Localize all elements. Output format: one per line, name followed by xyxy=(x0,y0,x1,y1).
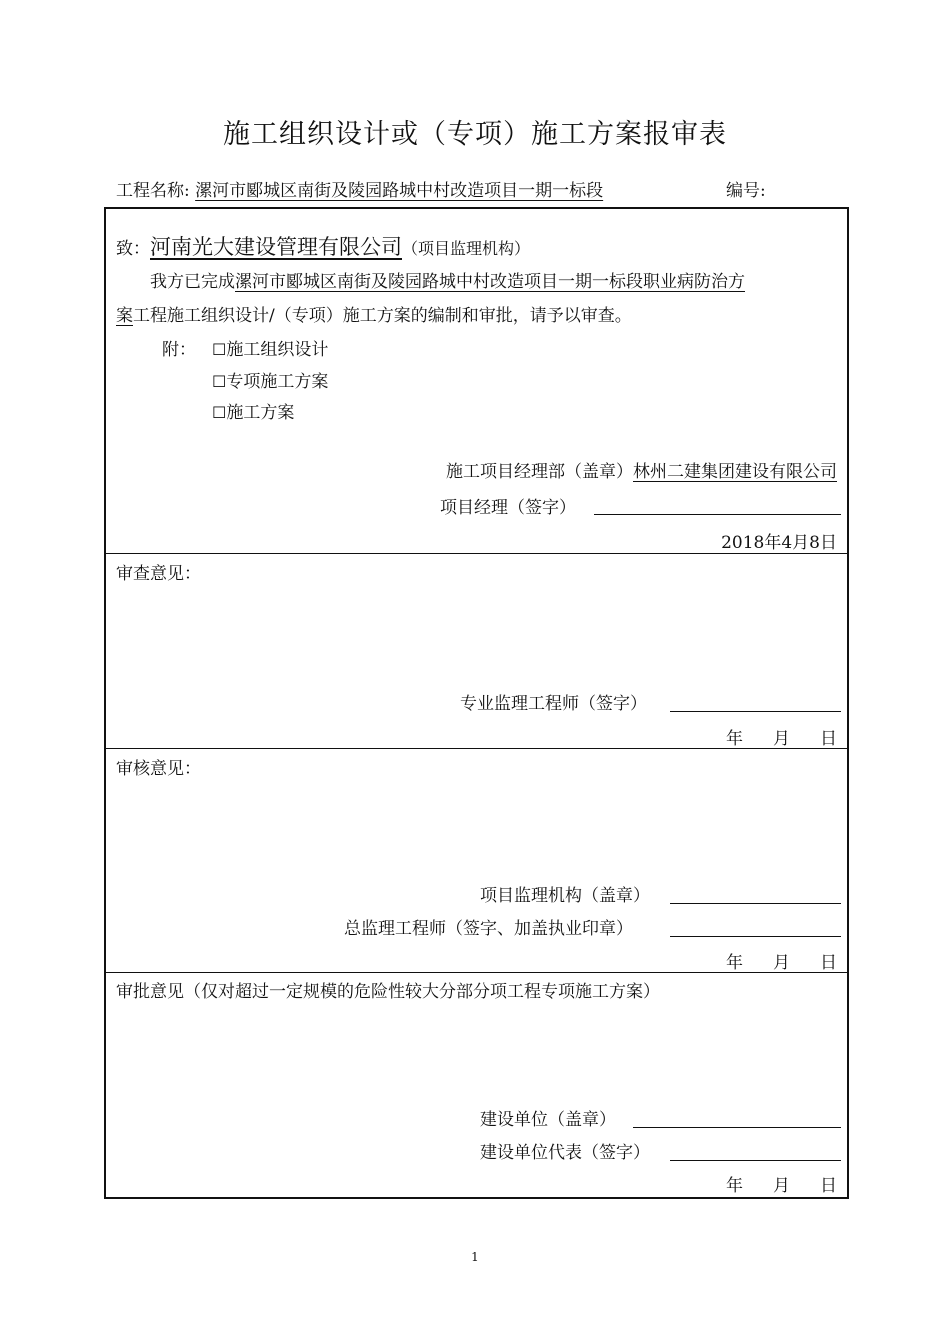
year-label: 年 xyxy=(726,953,743,973)
month-label: 月 xyxy=(773,729,790,749)
chief-engineer-signature-line[interactable] xyxy=(670,936,841,937)
attachment-text: 专项施工方案 xyxy=(226,372,329,392)
chief-engineer-label: 总监理工程师（签字、加盖执业印章） xyxy=(344,919,633,939)
day-label: 日 xyxy=(820,1176,837,1196)
body-line-1 xyxy=(150,267,745,292)
checkbox-icon[interactable]: ☐ xyxy=(212,372,227,391)
day-label: 日 xyxy=(820,729,837,749)
submit-date: 2018年4月8日 xyxy=(721,533,837,553)
month-label: 月 xyxy=(773,953,790,973)
review-date-blank xyxy=(696,724,837,749)
body-text-post: 工程施工组织设计/（专项）施工方案的编制和审批，请予以审查。 xyxy=(133,306,632,326)
pm-label: 项目经理（签字） xyxy=(440,498,576,518)
attachment-text: 施工组织设计 xyxy=(226,340,329,360)
attachment-label: 附： xyxy=(162,340,196,360)
supervision-org-stamp-line[interactable] xyxy=(670,903,841,904)
checkbox-icon[interactable]: ☐ xyxy=(212,340,227,359)
owner-unit-stamp-line[interactable] xyxy=(633,1127,841,1128)
owner-unit-label: 建设单位（盖章） xyxy=(480,1110,616,1130)
contractor-dept-line xyxy=(446,457,837,482)
approval-label: 审批意见（仅对超过一定规模的危险性较大分部分项工程专项施工方案） xyxy=(116,982,660,1002)
pm-signature-line[interactable] xyxy=(594,514,841,515)
year-label: 年 xyxy=(726,1176,743,1196)
audit-label: 审核意见： xyxy=(116,759,201,779)
month-label: 月 xyxy=(773,1176,790,1196)
recipient-line xyxy=(116,231,530,261)
review-label: 审查意见： xyxy=(116,564,201,584)
year-label: 年 xyxy=(726,729,743,749)
divider xyxy=(106,972,847,973)
attachment-item xyxy=(212,335,328,360)
owner-rep-label: 建设单位代表（签字） xyxy=(480,1143,650,1163)
project-line xyxy=(116,176,603,201)
supervision-org-label: 项目监理机构（盖章） xyxy=(480,886,650,906)
divider xyxy=(106,553,847,554)
audit-date-blank xyxy=(696,948,837,973)
approval-date-blank xyxy=(696,1171,837,1196)
body-project-text: 漯河市郾城区南街及陵园路城中村改造项目一期一标段职业病防治方 xyxy=(235,272,745,292)
contractor-dept-label: 施工项目经理部（盖章） xyxy=(446,462,633,482)
project-name: 漯河市郾城区南街及陵园路城中村改造项目一期一标段 xyxy=(195,181,604,201)
recipient-role: （项目监理机构） xyxy=(402,239,531,258)
body-project-text-end: 案 xyxy=(116,306,133,326)
attachment-text: 施工方案 xyxy=(226,403,295,423)
engineer-label: 专业监理工程师（签字） xyxy=(460,694,647,714)
attachment-item xyxy=(212,398,294,423)
recipient-prefix: 致： xyxy=(116,239,150,259)
engineer-signature-line[interactable] xyxy=(670,711,841,712)
attachment-item xyxy=(212,367,328,392)
number-label: 编号: xyxy=(726,181,766,201)
page-number: 1 xyxy=(471,1250,479,1264)
form-table xyxy=(104,207,849,1199)
recipient-org: 河南光大建设管理有限公司 xyxy=(150,235,402,259)
owner-rep-signature-line[interactable] xyxy=(670,1160,841,1161)
contractor-dept-value: 林州二建集团建设有限公司 xyxy=(633,462,837,482)
page-title: 施工组织设计或（专项）施工方案报审表 xyxy=(223,119,727,150)
body-line-2 xyxy=(116,301,632,326)
divider xyxy=(106,748,847,749)
checkbox-icon[interactable]: ☐ xyxy=(212,403,227,422)
project-label: 工程名称: xyxy=(116,181,190,201)
day-label: 日 xyxy=(820,953,837,973)
body-text-pre: 我方已完成 xyxy=(150,272,235,292)
